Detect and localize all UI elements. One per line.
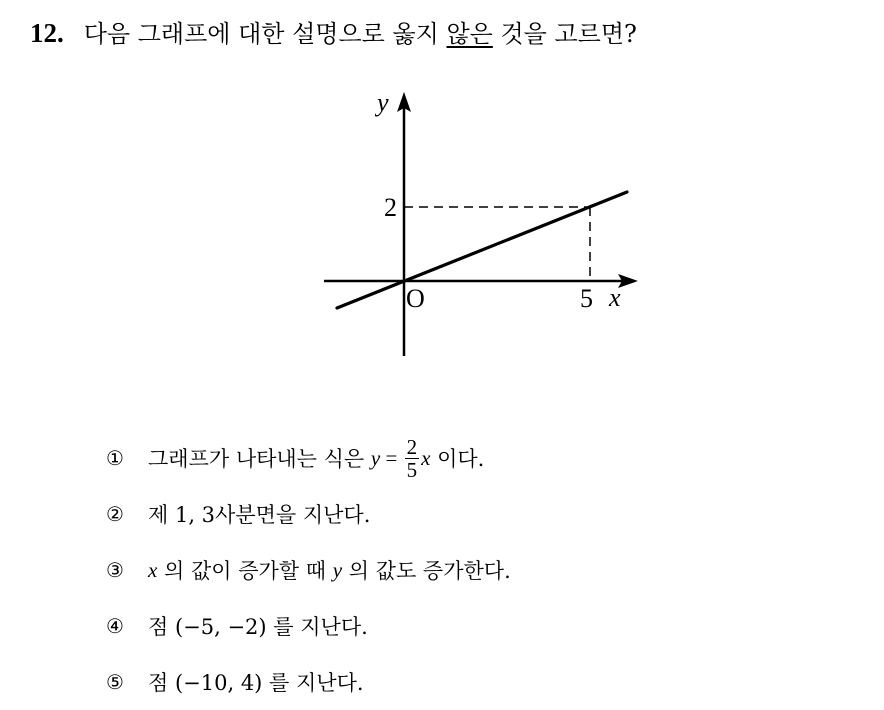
choice-5[interactable] <box>106 654 511 710</box>
answer-choices <box>106 430 511 710</box>
fraction <box>405 436 420 481</box>
linear-graph <box>300 80 660 370</box>
y-axis-label: y <box>377 88 389 117</box>
choice-marker: ③ <box>106 558 124 582</box>
choice-text: 제 1, 3사분면을 지난다. <box>148 503 371 527</box>
choice-1[interactable] <box>106 430 511 486</box>
choice-marker: ② <box>106 502 124 526</box>
question-underlined-word: 않은 <box>446 20 493 48</box>
choice-2[interactable] <box>106 486 511 542</box>
math-var-x: x <box>148 557 158 582</box>
math-var-y: y <box>370 445 381 470</box>
choice-marker: ① <box>106 446 124 470</box>
fraction-denominator: 5 <box>406 457 418 482</box>
math-equals: = <box>380 445 403 470</box>
y-tick-label: 2 <box>384 193 397 222</box>
choice-marker: ⑤ <box>106 670 124 694</box>
choice-text-end: 의 값도 증가한다. <box>342 559 511 583</box>
question-text-end: 것을 고르면? <box>492 20 637 48</box>
choice-text: 의 값이 증가할 때 <box>157 559 333 583</box>
question-text: 다음 그래프에 대한 설명으로 옳지 <box>83 20 447 48</box>
choice-text-end: 이다. <box>430 447 485 471</box>
x-axis-label: x <box>609 283 621 312</box>
choice-text: 점 (−10, 4) 를 지난다. <box>148 671 364 695</box>
question-number: 12. <box>30 18 64 48</box>
x-tick-label: 5 <box>580 284 593 313</box>
choice-text: 그래프가 나타내는 식은 <box>148 447 371 471</box>
question-header <box>30 14 637 49</box>
origin-label: O <box>406 284 425 313</box>
math-var-y: y <box>332 557 343 582</box>
choice-text: 점 (−5, −2) 를 지난다. <box>148 615 368 639</box>
fraction-numerator: 2 <box>406 434 418 459</box>
math-var-x: x <box>421 445 431 470</box>
choice-3[interactable] <box>106 542 511 598</box>
choice-4[interactable] <box>106 598 511 654</box>
choice-marker: ④ <box>106 614 124 638</box>
